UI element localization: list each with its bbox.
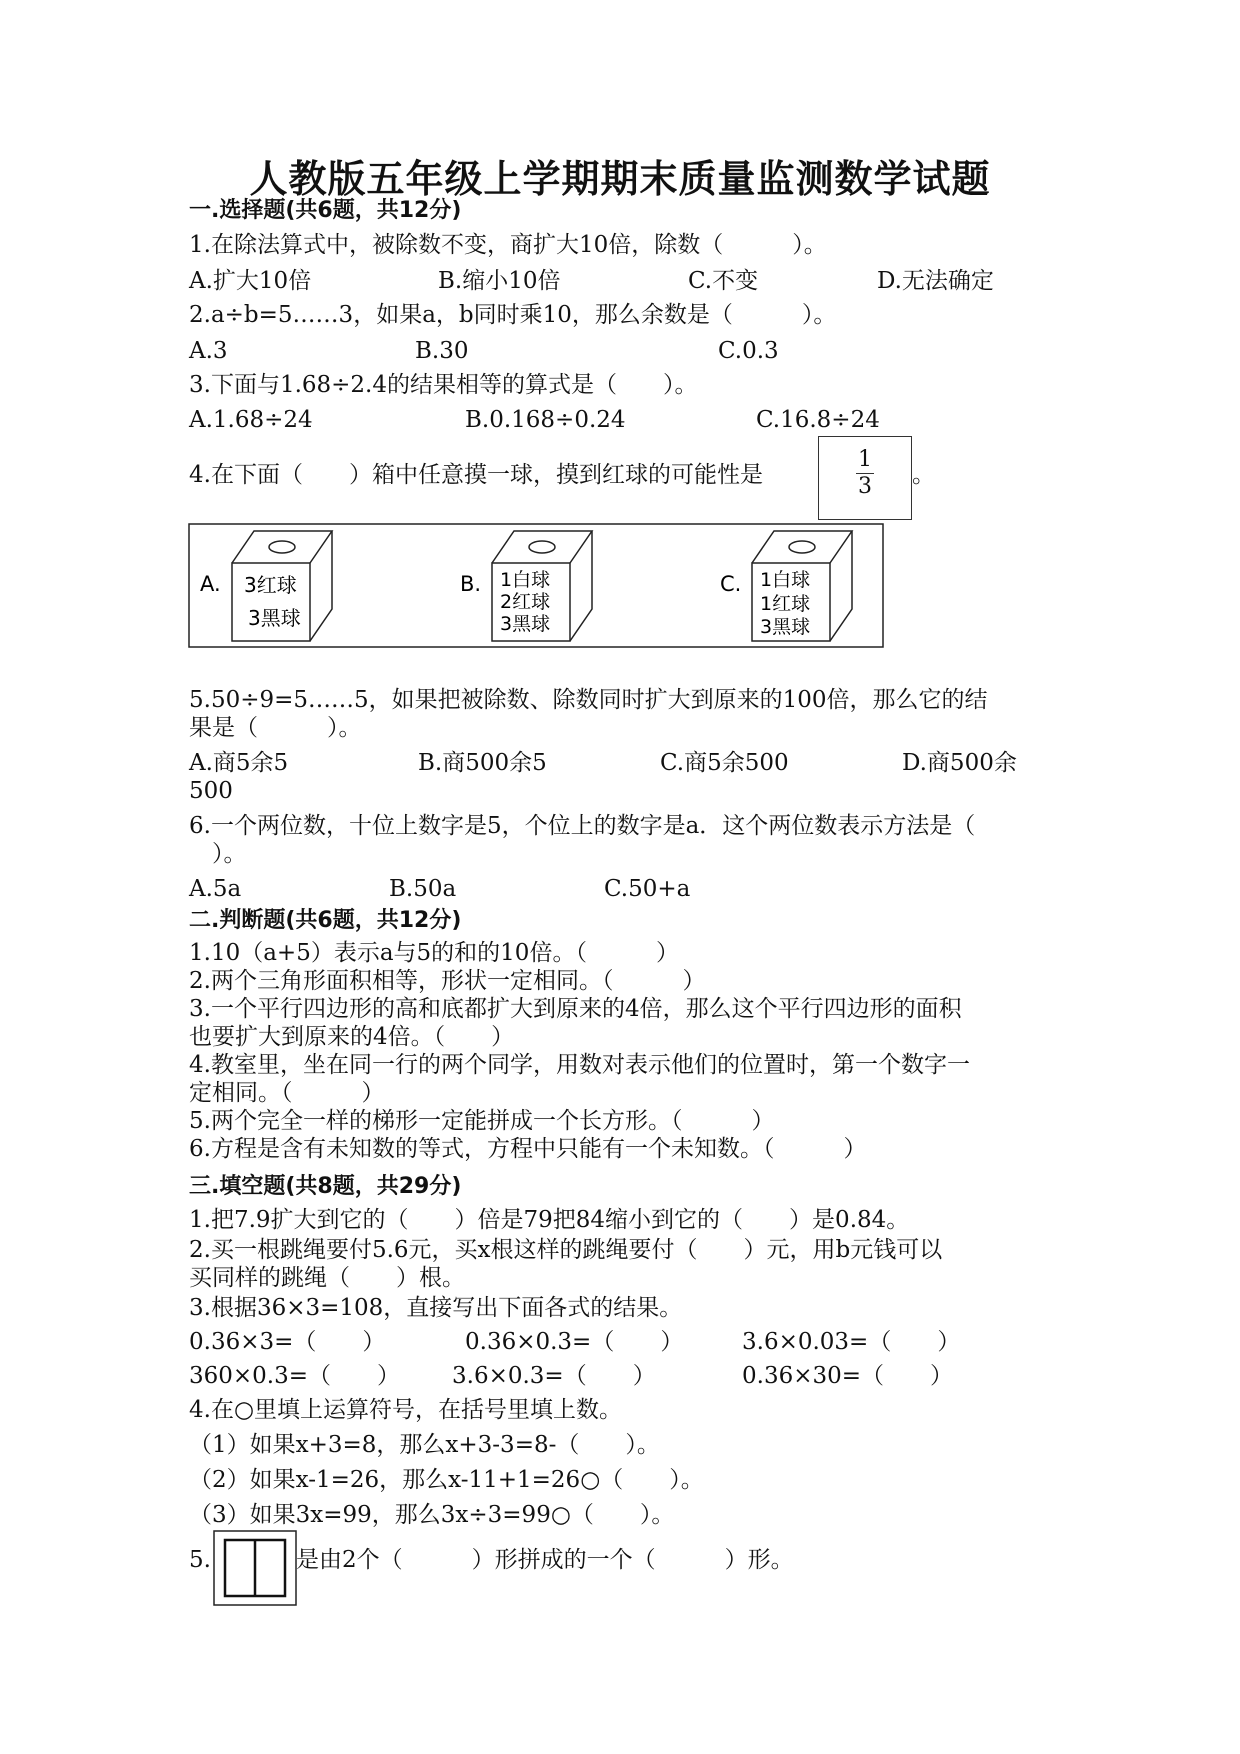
- two-rectangles-figure: [213, 1530, 297, 1606]
- box-b-label: B.: [460, 572, 482, 596]
- s1-q4-suffix: 。: [912, 462, 935, 488]
- s1-q2-option-b: B.30: [415, 338, 469, 364]
- fraction-denominator: 3: [858, 474, 872, 499]
- s1-q1-option-d: D.无法确定: [877, 268, 994, 294]
- s3-q3-r1-c2: 0.36×0.3=（ ）: [465, 1329, 684, 1355]
- s3-q4-part1: （1）如果x+3=8，那么x+3-3=8-（ ）。: [189, 1432, 660, 1458]
- page-title: 人教版五年级上学期期末质量监测数学试题: [249, 156, 991, 201]
- s2-q4-line1: 4.教室里，坐在同一行的两个同学，用数对表示他们的位置时，第一个数字一: [189, 1052, 970, 1078]
- s1-q6-option-b: B.50a: [389, 876, 457, 902]
- s3-q4-part2: （2）如果x-1=26，那么x-11+1=26○（ ）。: [189, 1467, 704, 1493]
- s2-q5: 5.两个完全一样的梯形一定能拼成一个长方形。（ ）: [189, 1108, 775, 1134]
- box-a-label: A.: [200, 572, 221, 596]
- s1-q3-option-c: C.16.8÷24: [756, 407, 880, 433]
- s2-q1: 1.10（a+5）表示a与5的和的10倍。（ ）: [189, 940, 679, 966]
- s1-q6-option-c: C.50+a: [604, 876, 691, 902]
- s2-q2: 2.两个三角形面积相等，形状一定相同。（ ）: [189, 968, 706, 994]
- s1-q1-option-c: C.不变: [688, 268, 759, 294]
- s1-q2-option-a: A.3: [189, 338, 228, 364]
- s2-q6: 6.方程是含有未知数的等式，方程中只能有一个未知数。（ ）: [189, 1136, 867, 1162]
- s3-q5-number: 5.: [189, 1547, 211, 1573]
- s1-q2-text: 2.a÷b=5……3，如果a，b同时乘10，那么余数是（ ）。: [189, 302, 837, 328]
- s3-q4-part3: （3）如果3x=99，那么3x÷3=99○（ ）。: [189, 1502, 675, 1528]
- s1-q6-option-a: A.5a: [189, 876, 242, 902]
- s1-q6-text-line1: 6.一个两位数，十位上数字是5，个位上的数字是a．这个两位数表示方法是（: [189, 813, 976, 839]
- s1-q5-text-line2: 果是（ ）。: [189, 715, 362, 741]
- box-a-red: 3红球: [244, 573, 297, 597]
- box-b-black: 3黑球: [500, 613, 551, 635]
- box-c-label: C.: [720, 572, 742, 596]
- fraction-numerator: 1: [858, 447, 872, 472]
- s3-q3-r2-c1: 360×0.3=（ ）: [189, 1363, 401, 1389]
- s3-q2-line2: 买同样的跳绳（ ）根。: [189, 1265, 465, 1291]
- s2-q4-line2: 定相同。（ ）: [189, 1080, 385, 1106]
- probability-fraction-box: [818, 436, 912, 520]
- s1-q2-option-c: C.0.3: [718, 338, 779, 364]
- s1-q3-option-b: B.0.168÷0.24: [465, 407, 626, 433]
- s1-q5-option-c: C.商5余500: [660, 750, 789, 776]
- s3-q3-r1-c1: 0.36×3=（ ）: [189, 1329, 386, 1355]
- s1-q5-option-d-cont: 500: [189, 778, 233, 804]
- s3-q5-text: 是由2个（ ）形拼成的一个（ ）形。: [296, 1547, 794, 1573]
- s1-q4-text: 4.在下面（ ）箱中任意摸一球，摸到红球的可能性是: [189, 462, 763, 488]
- box-a-black: 3黑球: [248, 606, 301, 630]
- s1-q1-option-b: B.缩小10倍: [438, 268, 561, 294]
- s3-q4: 4.在○里填上运算符号，在括号里填上数。: [189, 1397, 623, 1423]
- box-c-white: 1白球: [760, 569, 811, 591]
- box-b-red: 2红球: [500, 591, 551, 613]
- s3-q3: 3.根据36×3=108，直接写出下面各式的结果。: [189, 1295, 683, 1321]
- box-c-red: 1红球: [760, 593, 811, 615]
- section1-heading: 一.选择题(共6题，共12分): [189, 198, 462, 223]
- s1-q5-option-b: B.商500余5: [418, 750, 547, 776]
- box-c-black: 3黑球: [760, 616, 811, 638]
- s3-q3-r1-c3: 3.6×0.03=（ ）: [742, 1329, 961, 1355]
- s3-q2-line1: 2.买一根跳绳要付5.6元，买x根这样的跳绳要付（ ）元，用b元钱可以: [189, 1237, 943, 1263]
- section3-heading: 三.填空题(共8题，共29分): [189, 1174, 462, 1199]
- s1-q5-text-line1: 5.50÷9=5……5，如果把被除数、除数同时扩大到原来的100倍，那么它的结: [189, 687, 988, 713]
- s2-q3-line2: 也要扩大到原来的4倍。（ ）: [189, 1024, 515, 1050]
- s1-q6-text-line2: ）。: [189, 841, 247, 867]
- s3-q3-r2-c2: 3.6×0.3=（ ）: [452, 1363, 656, 1389]
- s1-q3-text: 3.下面与1.68÷2.4的结果相等的算式是（ ）。: [189, 372, 698, 398]
- section2-heading: 二.判断题(共6题，共12分): [189, 908, 462, 933]
- s1-q5-option-d: D.商500余: [902, 750, 1017, 776]
- s3-q3-r2-c3: 0.36×30=（ ）: [742, 1363, 954, 1389]
- s1-q1-option-a: A.扩大10倍: [189, 268, 312, 294]
- fraction-one-third: [819, 447, 911, 500]
- box-b-white: 1白球: [500, 569, 551, 591]
- s3-q1: 1.把7.9扩大到它的（ ）倍是79把84缩小到它的（ ）是0.84。: [189, 1207, 910, 1233]
- s1-q3-option-a: A.1.68÷24: [189, 407, 313, 433]
- ball-boxes-figure: [188, 523, 884, 648]
- s1-q1-text: 1.在除法算式中，被除数不变，商扩大10倍，除数（ ）。: [189, 232, 827, 258]
- s1-q5-option-a: A.商5余5: [189, 750, 289, 776]
- s2-q3-line1: 3.一个平行四边形的高和底都扩大到原来的4倍，那么这个平行四边形的面积: [189, 996, 962, 1022]
